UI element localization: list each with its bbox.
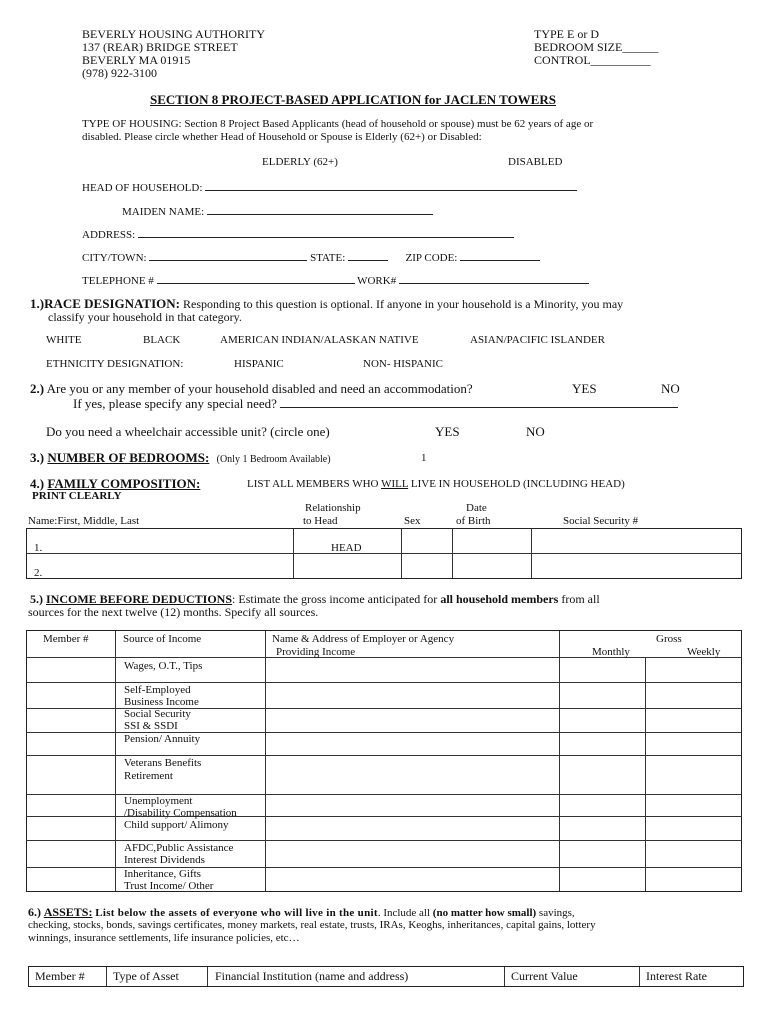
col-relationship-2: to Head bbox=[303, 515, 338, 527]
state-line[interactable] bbox=[348, 249, 388, 261]
address-label: ADDRESS: bbox=[82, 229, 136, 241]
section4-number: 4.) bbox=[30, 476, 45, 491]
org-name: BEVERLY HOUSING AUTHORITY bbox=[82, 27, 266, 41]
income-source: Inheritance, Gifts bbox=[124, 868, 201, 880]
family-table bbox=[26, 528, 742, 579]
org-phone: (978) 922-3100 bbox=[82, 66, 157, 80]
ethnicity-hispanic[interactable]: HISPANIC bbox=[234, 358, 284, 370]
telephone-line[interactable] bbox=[157, 272, 355, 284]
income-source: SSI & SSDI bbox=[124, 720, 178, 732]
income-source: Business Income bbox=[124, 696, 199, 708]
zip-label: ZIP CODE: bbox=[405, 252, 458, 264]
income-text-pre: : Estimate the gross income anticipated for bbox=[232, 592, 441, 606]
assets-text-a: . Include all bbox=[377, 907, 433, 919]
family-instructions bbox=[247, 478, 625, 490]
section3-number: 3.) bbox=[30, 450, 45, 465]
telephone-label: TELEPHONE # bbox=[82, 275, 154, 287]
assets-col-member: Member # bbox=[35, 969, 85, 983]
col-dob-2: of Birth bbox=[456, 515, 491, 527]
maiden-name-field[interactable] bbox=[122, 203, 433, 218]
city-line[interactable] bbox=[149, 249, 307, 261]
wheelchair-no[interactable]: NO bbox=[526, 424, 545, 439]
assets-table bbox=[28, 966, 744, 987]
family-instr-will: WILL bbox=[381, 478, 409, 490]
family-row-2-number: 2. bbox=[34, 567, 43, 579]
maiden-label: MAIDEN NAME: bbox=[122, 206, 205, 218]
family-instr-post: LIVE IN HOUSEHOLD (INCLUDING HEAD) bbox=[408, 478, 625, 490]
work-label: WORK# bbox=[357, 275, 397, 287]
special-need-field[interactable] bbox=[73, 396, 678, 412]
income-source: Unemployment bbox=[124, 795, 193, 807]
city-label: CITY/TOWN: bbox=[82, 252, 147, 264]
income-col-employer-2: Providing Income bbox=[276, 646, 356, 658]
housing-type-line1: TYPE OF HOUSING: Section 8 Project Based Applicants (head of household or spouse) must be 62 years of age or bbox=[82, 118, 594, 130]
elderly-option[interactable]: ELDERLY (62+) bbox=[262, 156, 338, 168]
col-relationship-1: Relationship bbox=[305, 502, 361, 514]
accommodation-question bbox=[30, 381, 473, 397]
address-line[interactable] bbox=[138, 226, 514, 238]
assets-line-3: winnings, insurance settlements, life insurance policies, etc… bbox=[28, 932, 300, 944]
income-col-employer-1: Name & Address of Employer or Agency bbox=[272, 633, 455, 645]
org-street: 137 (REAR) BRIDGE STREET bbox=[82, 40, 238, 54]
bedrooms-value: 1 bbox=[421, 452, 427, 464]
col-sex: Sex bbox=[404, 515, 421, 527]
section2-number: 2.) bbox=[30, 381, 45, 396]
accommodation-no[interactable]: NO bbox=[661, 381, 680, 396]
section6-number: 6.) bbox=[28, 905, 41, 919]
income-col-source: Source of Income bbox=[123, 633, 202, 645]
income-source: Child support/ Alimony bbox=[124, 819, 229, 831]
assets-text-b: savings, bbox=[536, 907, 575, 919]
housing-type-line2: disabled. Please circle whether Head of Household or Spouse is Elderly (62+) or Disabled: bbox=[82, 131, 482, 143]
assets-col-value: Current Value bbox=[511, 969, 578, 983]
head-line[interactable] bbox=[205, 179, 577, 191]
income-source: Veterans Benefits bbox=[124, 757, 202, 769]
assets-bold-text: List below the assets of everyone who will live in the unit bbox=[95, 907, 378, 919]
wheelchair-question: Do you need a wheelchair accessible unit? (circle one) bbox=[46, 424, 330, 439]
family-row-1-relationship: HEAD bbox=[331, 542, 362, 554]
family-instr-pre: LIST ALL MEMBERS WHO bbox=[247, 478, 382, 490]
telephone-row[interactable] bbox=[82, 272, 589, 287]
org-city: BEVERLY MA 01915 bbox=[82, 53, 191, 67]
income-source: Trust Income/ Other bbox=[124, 880, 214, 892]
family-row-1-number: 1. bbox=[34, 542, 43, 554]
city-state-zip-row[interactable] bbox=[82, 249, 540, 264]
race-asian-pacific[interactable]: ASIAN/PACIFIC ISLANDER bbox=[470, 334, 605, 346]
print-clearly: PRINT CLEARLY bbox=[32, 490, 122, 502]
special-need-label: If yes, please specify any special need? bbox=[73, 396, 277, 411]
assets-label: ASSETS: bbox=[43, 905, 93, 919]
income-col-weekly: Weekly bbox=[687, 646, 721, 658]
assets-col-type: Type of Asset bbox=[113, 969, 179, 983]
income-col-monthly: Monthly bbox=[592, 646, 630, 658]
accommodation-yes[interactable]: YES bbox=[572, 381, 597, 396]
race-white[interactable]: WHITE bbox=[46, 334, 82, 346]
income-col-member: Member # bbox=[43, 633, 89, 645]
bedrooms-note: (Only 1 Bedroom Available) bbox=[216, 454, 331, 465]
income-table bbox=[26, 630, 742, 892]
income-text-2: sources for the next twelve (12) months. Specify all sources. bbox=[28, 605, 319, 619]
type-label: TYPE E or D bbox=[534, 27, 599, 41]
income-source: /Disability Compensation bbox=[124, 807, 237, 819]
disabled-option[interactable]: DISABLED bbox=[508, 156, 563, 168]
head-label: HEAD OF HOUSEHOLD: bbox=[82, 182, 203, 194]
income-source: Wages, O.T., Tips bbox=[124, 660, 203, 672]
income-label: INCOME BEFORE DEDUCTIONS bbox=[46, 592, 233, 606]
ethnicity-label: ETHNICITY DESIGNATION: bbox=[46, 358, 184, 370]
accommodation-question-text: Are you or any member of your household disabled and need an accommodation? bbox=[46, 381, 473, 396]
income-text-bold: all household members bbox=[440, 592, 559, 606]
race-designation-label: 1.)RACE DESIGNATION: bbox=[30, 296, 180, 311]
assets-heading bbox=[28, 905, 575, 920]
income-source: Interest Dividends bbox=[124, 854, 205, 866]
col-name: Name:First, Middle, Last bbox=[28, 515, 140, 527]
bedrooms-label: NUMBER OF BEDROOMS: bbox=[47, 450, 210, 465]
wheelchair-yes[interactable]: YES bbox=[435, 424, 460, 439]
race-designation-text2: classify your household in that category. bbox=[48, 310, 242, 324]
control-field[interactable]: CONTROL__________ bbox=[534, 53, 651, 67]
race-black[interactable]: BLACK bbox=[143, 334, 181, 346]
bedroom-size-field[interactable]: BEDROOM SIZE______ bbox=[534, 40, 659, 54]
income-source: Retirement bbox=[124, 770, 173, 782]
family-composition-label: FAMILY COMPOSITION: bbox=[47, 476, 201, 491]
race-american-indian[interactable]: AMERICAN INDIAN/ALASKAN NATIVE bbox=[220, 334, 419, 346]
assets-line-2: checking, stocks, bonds, savings certificates, money markets, real estate, trusts, IRAs, Keoghs, inheritances, capital gains, lottery bbox=[28, 919, 596, 931]
income-source: Pension/ Annuity bbox=[124, 733, 201, 745]
income-col-gross: Gross bbox=[656, 633, 682, 645]
address-field[interactable] bbox=[82, 226, 514, 241]
assets-col-institution: Financial Institution (name and address) bbox=[215, 969, 409, 983]
col-ssn: Social Security # bbox=[563, 515, 639, 527]
work-line[interactable] bbox=[399, 272, 589, 284]
section5-number: 5.) bbox=[30, 592, 43, 606]
income-source: Self-Employed bbox=[124, 684, 191, 696]
assets-col-rate: Interest Rate bbox=[646, 969, 707, 983]
page-title: SECTION 8 PROJECT-BASED APPLICATION for JACLEN TOWERS bbox=[150, 92, 556, 107]
state-label: STATE: bbox=[310, 252, 346, 264]
col-dob-1: Date bbox=[466, 502, 487, 514]
race-designation-text: Responding to this question is optional. If anyone in your household is a Minority, you may bbox=[183, 297, 624, 311]
bedrooms-section bbox=[30, 450, 331, 466]
ethnicity-non-hispanic[interactable]: NON- HISPANIC bbox=[363, 358, 443, 370]
income-source: Social Security bbox=[124, 708, 191, 720]
special-need-line[interactable] bbox=[280, 396, 678, 408]
income-text-post: from all bbox=[558, 592, 600, 606]
income-source: AFDC,Public Assistance bbox=[124, 842, 234, 854]
head-of-household-field[interactable] bbox=[82, 179, 577, 194]
assets-bold-2: (no matter how small) bbox=[432, 907, 537, 919]
maiden-line[interactable] bbox=[207, 203, 433, 215]
zip-line[interactable] bbox=[460, 249, 540, 261]
